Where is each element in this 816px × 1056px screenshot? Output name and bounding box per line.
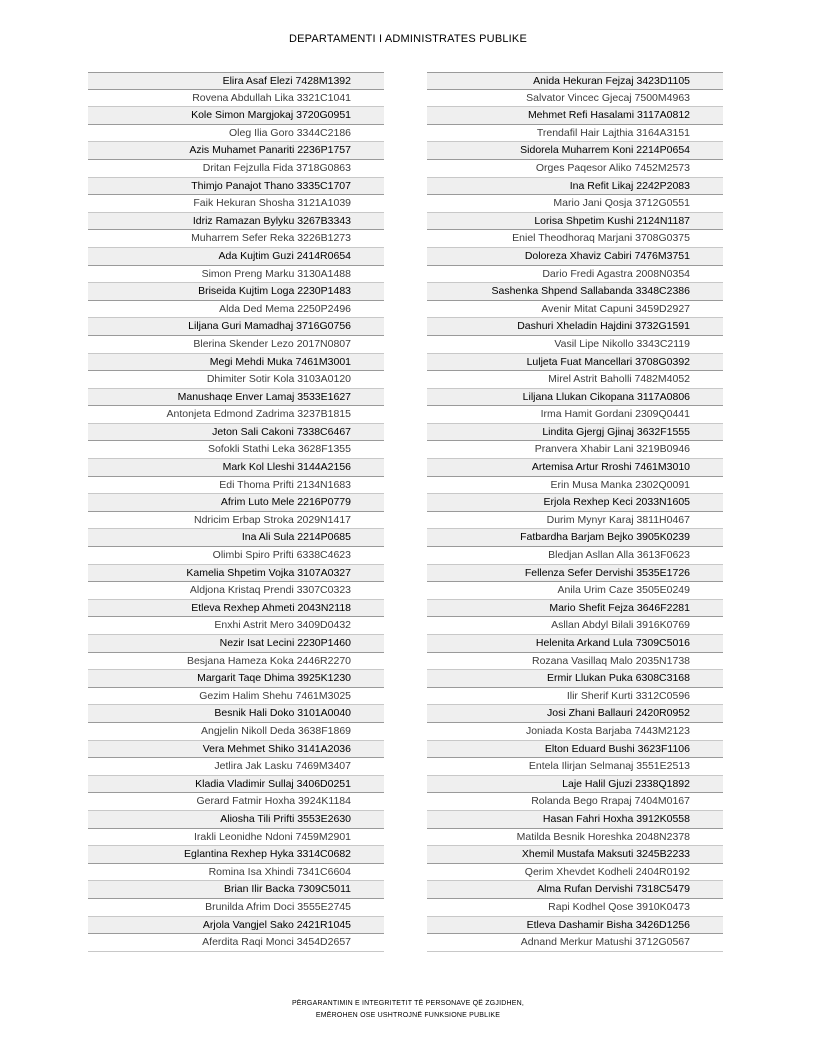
name-entry: Brunilda Afrim Doci 3555E2745 bbox=[88, 899, 384, 917]
name-entry: Salvator Vincec Gjecaj 7500M4963 bbox=[427, 90, 723, 108]
name-entry: Erjola Rexhep Keci 2033N1605 bbox=[427, 494, 723, 512]
name-entry: Briseida Kujtim Loga 2230P1483 bbox=[88, 283, 384, 301]
name-entry: Olimbi Spiro Prifti 6338C4623 bbox=[88, 547, 384, 565]
name-entry: Helenita Arkand Lula 7309C5016 bbox=[427, 635, 723, 653]
name-entry: Artemisa Artur Rroshi 7461M3010 bbox=[427, 459, 723, 477]
name-entry: Alma Rufan Dervishi 7318C5479 bbox=[427, 881, 723, 899]
footer-line-1: PËRGARANTIMIN E INTEGRITETIT TË PERSONAVE QË ZGJIDHEN, bbox=[291, 1000, 525, 1007]
name-entry: Etleva Dashamir Bisha 3426D1256 bbox=[427, 917, 723, 935]
name-entry: Margarit Taqe Dhima 3925K1230 bbox=[88, 670, 384, 688]
name-entry: Ndricim Erbap Stroka 2029N1417 bbox=[88, 512, 384, 530]
name-entry: Azis Muhamet Panariti 2236P1757 bbox=[88, 142, 384, 160]
name-entry: Dashuri Xheladin Hajdini 3732G1591 bbox=[427, 318, 723, 336]
name-entry: Gezim Halim Shehu 7461M3025 bbox=[88, 688, 384, 706]
name-entry: Matilda Besnik Horeshka 2048N2378 bbox=[427, 829, 723, 847]
name-entry: Anida Hekuran Fejzaj 3423D1105 bbox=[427, 72, 723, 90]
name-entry: Fellenza Sefer Dervishi 3535E1726 bbox=[427, 565, 723, 583]
name-entry: Arjola Vangjel Sako 2421R1045 bbox=[88, 917, 384, 935]
left-name-column bbox=[88, 72, 384, 952]
name-entry: Asllan Abdyl Bilali 3916K0769 bbox=[427, 617, 723, 635]
name-entry: Erin Musa Manka 2302Q0091 bbox=[427, 477, 723, 495]
name-entry: Jetlira Jak Lasku 7469M3407 bbox=[88, 758, 384, 776]
name-entry: Besjana Hameza Koka 2446R2270 bbox=[88, 653, 384, 671]
name-entry: Pranvera Xhabir Lani 3219B0946 bbox=[427, 441, 723, 459]
name-entry: Eglantina Rexhep Hyka 3314C0682 bbox=[88, 846, 384, 864]
name-entry: Luljeta Fuat Mancellari 3708G0392 bbox=[427, 354, 723, 372]
name-entry: Orges Paqesor Aliko 7452M2573 bbox=[427, 160, 723, 178]
name-entry: Aliosha Tili Prifti 3553E2630 bbox=[88, 811, 384, 829]
name-entry: Rolanda Bego Rrapaj 7404M0167 bbox=[427, 793, 723, 811]
name-entry: Angjelin Nikoll Deda 3638F1869 bbox=[88, 723, 384, 741]
name-entry: Brian Ilir Backa 7309C5011 bbox=[88, 881, 384, 899]
name-entry: Elira Asaf Elezi 7428M1392 bbox=[88, 72, 384, 90]
right-name-column bbox=[427, 72, 723, 952]
name-entry: Besnik Hali Doko 3101A0040 bbox=[88, 705, 384, 723]
name-entry: Kladia Vladimir Sullaj 3406D0251 bbox=[88, 776, 384, 794]
name-entry: Irma Hamit Gordani 2309Q0441 bbox=[427, 406, 723, 424]
name-entry: Mark Kol Lleshi 3144A2156 bbox=[88, 459, 384, 477]
name-entry: Vera Mehmet Shiko 3141A2036 bbox=[88, 741, 384, 759]
name-entry: Etleva Rexhep Ahmeti 2043N2118 bbox=[88, 600, 384, 618]
name-entry: Megi Mehdi Muka 7461M3001 bbox=[88, 354, 384, 372]
name-entry: Nezir Isat Lecini 2230P1460 bbox=[88, 635, 384, 653]
name-entry: Sofokli Stathi Leka 3628F1355 bbox=[88, 441, 384, 459]
name-entry: Xhemil Mustafa Maksuti 3245B2233 bbox=[427, 846, 723, 864]
name-entry: Lindita Gjergj Gjinaj 3632F1555 bbox=[427, 424, 723, 442]
name-entry: Sidorela Muharrem Koni 2214P0654 bbox=[427, 142, 723, 160]
name-entry: Antonjeta Edmond Zadrima 3237B1815 bbox=[88, 406, 384, 424]
name-entry: Romina Isa Xhindi 7341C6604 bbox=[88, 864, 384, 882]
name-entry: Faik Hekuran Shosha 3121A1039 bbox=[88, 195, 384, 213]
name-entry: Rapi Kodhel Qose 3910K0473 bbox=[427, 899, 723, 917]
name-entry: Ina Ali Sula 2214P0685 bbox=[88, 529, 384, 547]
name-entry: Afrim Luto Mele 2216P0779 bbox=[88, 494, 384, 512]
name-entry: Trendafil Hair Lajthia 3164A3151 bbox=[427, 125, 723, 143]
name-entry: Edi Thoma Prifti 2134N1683 bbox=[88, 477, 384, 495]
name-entry: Elton Eduard Bushi 3623F1106 bbox=[427, 741, 723, 759]
name-entry: Kole Simon Margjokaj 3720G0951 bbox=[88, 107, 384, 125]
name-entry: Mirel Astrit Baholli 7482M4052 bbox=[427, 371, 723, 389]
name-entry: Gerard Fatmir Hoxha 3924K1184 bbox=[88, 793, 384, 811]
name-entry: Avenir Mitat Capuni 3459D2927 bbox=[427, 301, 723, 319]
name-entry: Alda Ded Mema 2250P2496 bbox=[88, 301, 384, 319]
name-entry: Lorisa Shpetim Kushi 2124N1187 bbox=[427, 213, 723, 231]
name-entry: Aldjona Kristaq Prendi 3307C0323 bbox=[88, 582, 384, 600]
name-entry: Oleg Ilia Goro 3344C2186 bbox=[88, 125, 384, 143]
name-entry: Durim Mynyr Karaj 3811H0467 bbox=[427, 512, 723, 530]
name-entry: Liljana Guri Mamadhaj 3716G0756 bbox=[88, 318, 384, 336]
name-entry: Anila Urim Caze 3505E0249 bbox=[427, 582, 723, 600]
name-entry: Ina Refit Likaj 2242P2083 bbox=[427, 178, 723, 196]
name-entry: Qerim Xhevdet Kodheli 2404R0192 bbox=[427, 864, 723, 882]
page-title: DEPARTAMENTI I ADMINISTRATES PUBLIKE bbox=[288, 33, 528, 45]
name-entry: Thimjo Panajot Thano 3335C1707 bbox=[88, 178, 384, 196]
name-entry: Mehmet Refi Hasalami 3117A0812 bbox=[427, 107, 723, 125]
name-entry: Adnand Merkur Matushi 3712G0567 bbox=[427, 934, 723, 952]
name-entry: Blerina Skender Lezo 2017N0807 bbox=[88, 336, 384, 354]
name-entry: Ermir Llukan Puka 6308C3168 bbox=[427, 670, 723, 688]
name-entry: Dritan Fejzulla Fida 3718G0863 bbox=[88, 160, 384, 178]
name-entry: Dhimiter Sotir Kola 3103A0120 bbox=[88, 371, 384, 389]
name-entry: Laje Halil Gjuzi 2338Q1892 bbox=[427, 776, 723, 794]
name-entry: Hasan Fahri Hoxha 3912K0558 bbox=[427, 811, 723, 829]
name-entry: Kamelia Shpetim Vojka 3107A0327 bbox=[88, 565, 384, 583]
name-entry: Manushaqe Enver Lamaj 3533E1627 bbox=[88, 389, 384, 407]
name-entry: Joniada Kosta Barjaba 7443M2123 bbox=[427, 723, 723, 741]
name-entry: Rovena Abdullah Lika 3321C1041 bbox=[88, 90, 384, 108]
name-entry: Enxhi Astrit Mero 3409D0432 bbox=[88, 617, 384, 635]
name-entry: Bledjan Asllan Alla 3613F0623 bbox=[427, 547, 723, 565]
name-entry: Mario Jani Qosja 3712G0551 bbox=[427, 195, 723, 213]
footer-line-2: EMËROHEN OSE USHTROJNË FUNKSIONE PUBLIKE bbox=[315, 1012, 501, 1019]
name-entry: Liljana Llukan Cikopana 3117A0806 bbox=[427, 389, 723, 407]
name-entry: Muharrem Sefer Reka 3226B1273 bbox=[88, 230, 384, 248]
name-entry: Dario Fredi Agastra 2008N0354 bbox=[427, 266, 723, 284]
name-entry: Rozana Vasillaq Malo 2035N1738 bbox=[427, 653, 723, 671]
name-entry: Idriz Ramazan Bylyku 3267B3343 bbox=[88, 213, 384, 231]
name-entry: Irakli Leonidhe Ndoni 7459M2901 bbox=[88, 829, 384, 847]
name-entry: Mario Shefit Fejza 3646F2281 bbox=[427, 600, 723, 618]
name-entry: Doloreza Xhaviz Cabiri 7476M3751 bbox=[427, 248, 723, 266]
page-footer bbox=[0, 998, 816, 1022]
name-entry: Vasil Lipe Nikollo 3343C2119 bbox=[427, 336, 723, 354]
name-entry: Entela Ilirjan Selmanaj 3551E2513 bbox=[427, 758, 723, 776]
name-entry: Ada Kujtim Guzi 2414R0654 bbox=[88, 248, 384, 266]
name-entry: Ilir Sherif Kurti 3312C0596 bbox=[427, 688, 723, 706]
name-entry: Eniel Theodhoraq Marjani 3708G0375 bbox=[427, 230, 723, 248]
name-entry: Josi Zhani Ballauri 2420R0952 bbox=[427, 705, 723, 723]
name-entry: Jeton Sali Cakoni 7338C6467 bbox=[88, 424, 384, 442]
name-entry: Fatbardha Barjam Bejko 3905K0239 bbox=[427, 529, 723, 547]
name-entry: Sashenka Shpend Sallabanda 3348C2386 bbox=[427, 283, 723, 301]
name-entry: Simon Preng Marku 3130A1488 bbox=[88, 266, 384, 284]
name-entry: Aferdita Raqi Monci 3454D2657 bbox=[88, 934, 384, 952]
